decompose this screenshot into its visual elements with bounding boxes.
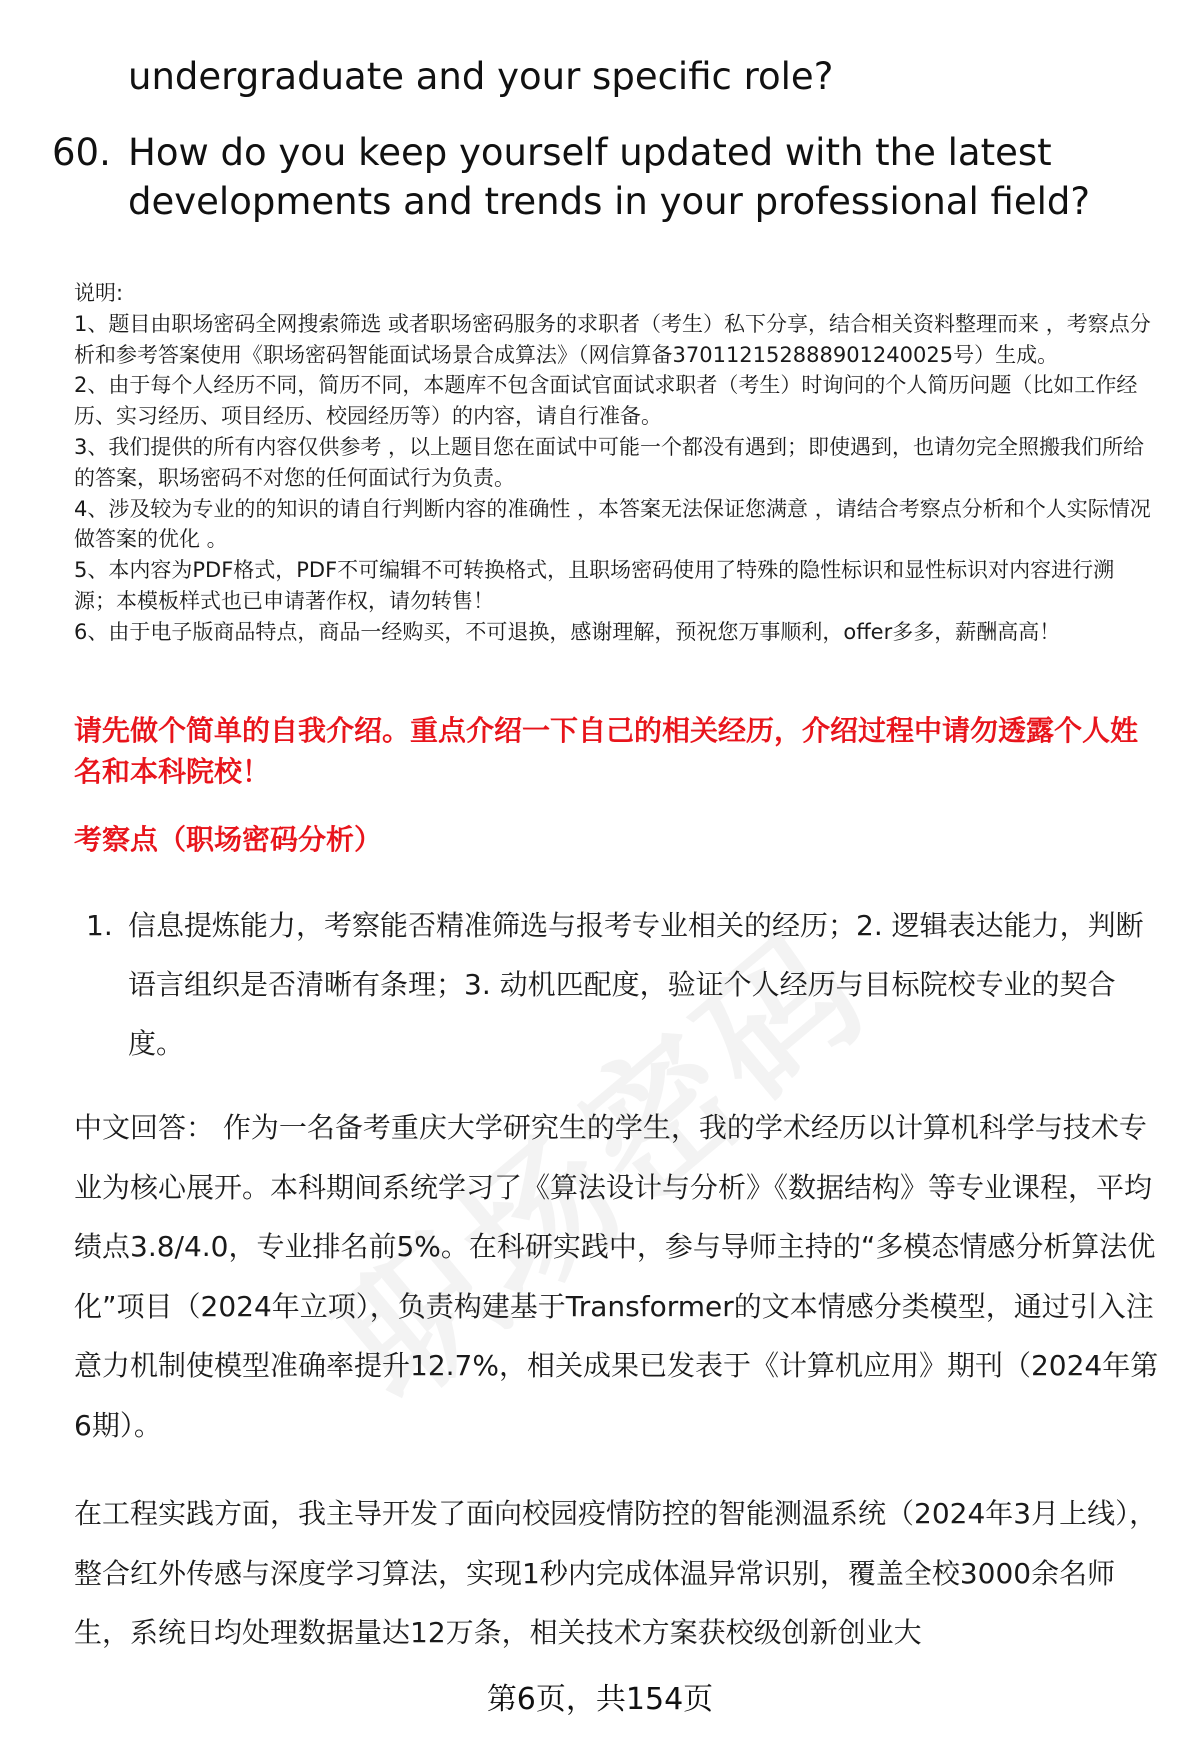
analysis-point-text: 信息提炼能力，考察能否精准筛选与报考专业相关的经历；2. 逻辑表达能力，判断语言组织是否清晰有条理；3. 动机匹配度，验证个人经历与目标院校专业的契合度。	[128, 909, 1144, 1060]
notes-item: 3、我们提供的所有内容仅供参考 ，以上题目您在面试中可能一个都没有遇到；即使遇到，也请勿完全照搬我们所给的答案，职场密码不对您的任何面试行为负责。	[74, 434, 1145, 490]
analysis-heading: 考察点（职场密码分析）	[74, 823, 383, 856]
notes-heading: 说明:	[74, 281, 124, 305]
answer-paragraph-1: 中文回答： 作为一名备考重庆大学研究生的学生，我的学术经历以计算机科学与技术专业为核心展开。本科期间系统学习了《算法设计与分析》《数据结构》等专业课程，平均绩点3.8/4.0，专业排名前5%。在科研实践中，参与导师主持的“多模态情感分析算法优化”项目（2024年立项），负责构建基于Transformer的文本情感分类模型，通过引入注意力机制使模型准确率提升12.7%，相关成果已发表于《计算机应用》期刊（2024年第6期）。	[74, 1111, 1159, 1442]
notes-item: 2、由于每个人经历不同，简历不同，本题库不包含面试官面试求职者（考生）时询问的个人简历问题（比如工作经历、实习经历、项目经历、校园经历等）的内容，请自行准备。	[74, 373, 1138, 429]
question-continuation: undergraduate and your specific role?	[128, 55, 834, 98]
notes-item: 1、题目由职场密码全网搜索筛选 或者职场密码服务的求职者（考生）私下分享，结合相关资料整理而来 ，考察点分析和参考答案使用《职场密码智能面试场景合成算法》（网信算备370112152888901240025号）生成。	[74, 311, 1151, 367]
question-line-1: How do you keep yourself updated with the latest	[128, 131, 1052, 174]
notes-block	[74, 278, 1154, 648]
question-line-2: developments and trends in your professional field?	[128, 180, 1090, 223]
analysis-point-number: 1.	[86, 909, 113, 942]
notes-item: 4、涉及较为专业的的知识的请自行判断内容的准确性 ，本答案无法保证您满意 ，请结合考察点分析和个人实际情况做答案的优化 。	[74, 496, 1151, 552]
notes-item: 6、由于电子版商品特点，商品一经购买，不可退换，感谢理解，预祝您万事顺利，offer多多，薪酬高高！	[74, 619, 1061, 644]
notes-item: 5、本内容为PDF格式，PDF不可编辑不可转换格式，且职场密码使用了特殊的隐性标识和显性标识对内容进行溯源；本模板样式也已申请著作权，请勿转售！	[74, 558, 1115, 613]
answer-paragraph-2: 在工程实践方面，我主导开发了面向校园疫情防控的智能测温系统（2024年3月上线），整合红外传感与深度学习算法，实现1秒内完成体温异常识别，覆盖全校3000余名师生，系统日均处理数据量达12万条，相关技术方案获校级创新创业大	[74, 1497, 1158, 1649]
page-footer: 第6页，共154页	[486, 1682, 714, 1717]
question-title-cn: 请先做个简单的自我介绍。重点介绍一下自己的相关经历，介绍过程中请勿透露个人姓名和本科院校！	[74, 714, 1139, 788]
question-number: 60.	[52, 131, 111, 174]
